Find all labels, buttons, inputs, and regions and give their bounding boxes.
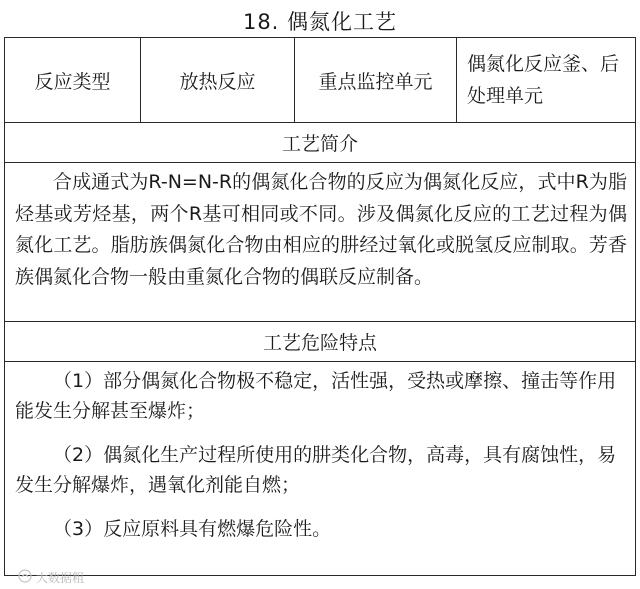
monitor-unit-label: 重点监控单元 xyxy=(295,38,457,123)
hazard-body-row xyxy=(5,362,636,576)
intro-heading-row xyxy=(5,123,636,163)
intro-body-row xyxy=(5,163,636,322)
watermark-text: 大数据粗 xyxy=(36,571,85,585)
hazard-item-3: （3）反应原料具有燃爆危险性。 xyxy=(53,518,332,540)
monitor-unit-value: 偶氮化反应釜、后处理单元 xyxy=(457,38,636,123)
process-table xyxy=(4,37,636,576)
watermark-logo-icon xyxy=(18,569,32,583)
intro-paragraph: 合成通式为R-N=N-R的偶氮化合物的反应为偶氮化反应，式中R为脂烃基或芳烃基，两个R基可相同或不同。涉及偶氮化反应的工艺过程为偶氮化工艺。脂肪族偶氮化合物由相应的肼经过氧化或脱氢反应制取。芳香族偶氮化合物一般由重氮化合物的偶联反应制备。 xyxy=(15,171,627,288)
reaction-type-value: 放热反应 xyxy=(141,38,295,123)
reaction-type-label: 反应类型 xyxy=(5,38,141,123)
hazard-item-2: （2）偶氮化生产过程所使用的肼类化合物，高毒，具有腐蚀性，易发生分解爆炸，遇氧化剂能自燃； xyxy=(15,444,617,496)
hazard-heading-row xyxy=(5,322,636,362)
intro-body xyxy=(5,163,636,322)
hazard-heading: 工艺危险特点 xyxy=(5,322,636,362)
intro-heading: 工艺简介 xyxy=(5,123,636,163)
hazard-item-1: （1）部分偶氮化合物极不稳定，活性强，受热或摩擦、撞击等作用能发生分解甚至爆炸； xyxy=(15,370,617,422)
document-title: 18. 偶氮化工艺 xyxy=(242,10,398,34)
header-row xyxy=(5,38,636,123)
hazard-body xyxy=(5,362,636,576)
